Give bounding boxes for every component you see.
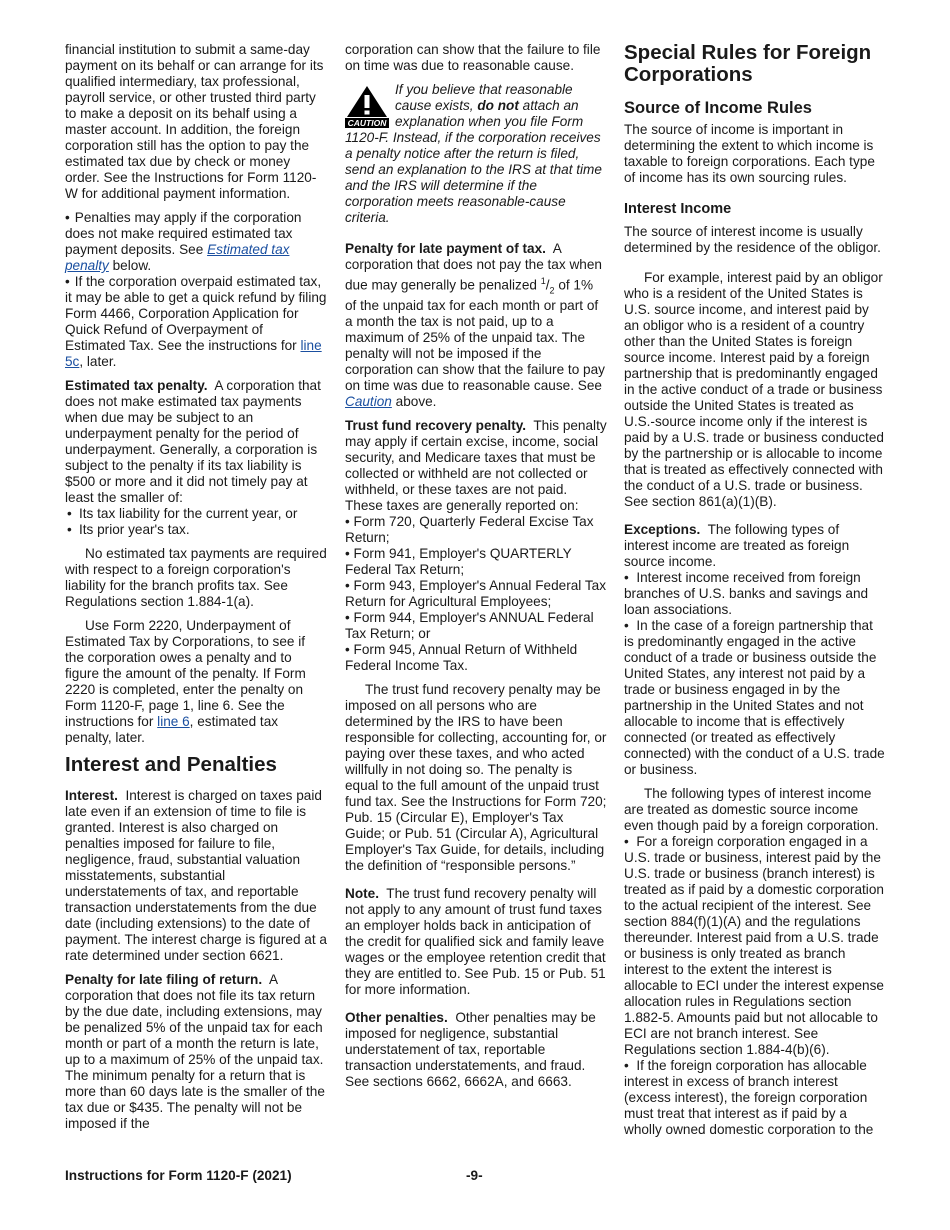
paragraph-late-payment: Penalty for late payment of tax. A corporation that does not pay the tax when due may generally be penalized $^1/_2$ of 1% of the unpaid tax for each month or part of a month the tax is not paid, up to a maximum of 25% of the unpaid tax. The penalty will not be imposed if the corporation can show that the failure to pay on time was due to reasonable cause. See Caution above.: [345, 241, 605, 410]
list-item: • Form 943, Employer's Annual Federal Tax Return for Agricultural Employees;: [345, 578, 606, 610]
list-item: • Its tax liability for the current year, or: [65, 506, 327, 522]
list-item: • Form 720, Quarterly Federal Excise Tax Return;: [345, 514, 594, 546]
bullet-excess-interest: • If the foreign corporation has allocable interest in excess of branch interest (excess interest), the foreign corporation must treat that interest as if paid by a wholly owned domestic corporation to the: [624, 1058, 874, 1137]
paragraph-example: For example, interest paid by an obligor who is a resident of the United States is U.S. source income, and interest paid by an obligor who is a resident of a country other than the United States is foreign source income. Interest paid by a foreign partnership that is predominantly engaged in the active conduct of a trade or business outside the United States is treated as U.S.-source income only if the interest is paid by a U.S. trade or business conducted by the partnership or is allocable to income that is treated as effectively connected with the conduct of a U.S. trade or business. See section 861(a)(1)(B).: [624, 270, 884, 509]
paragraph: No estimated tax payments are required with respect to a foreign corporation's liability for the branch profits tax. See Regulations section 1.884-1(a).: [65, 546, 327, 609]
paragraph: The trust fund recovery penalty may be imposed on all persons who are determined by the IRS to have been responsible for collecting, accounting for, or paying over these taxes, and who acted willfully in not doing so. The penalty is equal to the full amount of the unpaid trust fund tax. See the Instructions for Form 720; Pub. 15 (Circular E), Employer's Tax Guide; or Pub. 51 (Circular A), Agricultural Employer's Tax Guide, for details, including the definition of “responsible persons.”: [345, 682, 607, 874]
list-item: • Form 941, Employer's QUARTERLY Federal Tax Return;: [345, 546, 572, 578]
column-1: [65, 42, 327, 1140]
list-forms: [345, 514, 607, 674]
paragraph-trust-fund: Trust fund recovery penalty. This penalty may apply if certain excise, income, social security, and Medicare taxes that must be collected or withheld are not collected or withheld, or these taxes are not paid. These taxes are generally reported on:: [345, 418, 607, 514]
page-number: -9-: [466, 1168, 483, 1183]
heading-interest-penalties: Interest and Penalties: [65, 753, 277, 776]
heading-source-income: Source of Income Rules: [624, 99, 812, 117]
paragraph-late-filing: Penalty for late filing of return. A corporation that does not file its tax return by the due date, including extensions, may be penalized 5% of the unpaid tax for each month or part of a month the return is late, up to a maximum of 25% of the unpaid tax. The minimum penalty for a return that is more than 60 days late is the smaller of the tax due or $435. The penalty will not be imposed if the: [65, 972, 325, 1131]
paragraph-form-2220: Use Form 2220, Underpayment of Estimated Tax by Corporations, to see if the corporation owes a penalty and to figure the amount of the penalty. If Form 2220 is completed, enter the penalty on Form 1120-F, page 1, line 6. See the instructions for line 6, estimated tax penalty, later.: [65, 618, 306, 745]
link-caution[interactable]: Caution: [345, 394, 392, 410]
link-line-5c[interactable]: line 5c: [65, 338, 322, 369]
paragraph: financial institution to submit a same-day payment on its behalf or can arrange for its qualified intermediary, tax professional, payroll service, or other trusted third party to make a deposit on its behalf using a master account. In addition, the foreign corporation still has the option to pay the estimated tax due by check or money order. See the Instructions for Form 1120-W for additional payment information.: [65, 42, 324, 201]
caution-triangle-icon: [345, 84, 389, 128]
paragraph: corporation can show that the failure to file on time was due to reasonable cause.: [345, 42, 601, 73]
bullet-overpaid: • If the corporation overpaid estimated tax, it may be able to get a quick refund by filing Form 4466, Corporation Application for Quick Refund of Overpayment of Estimated Tax. See the instructions for line 5c, later.: [65, 274, 327, 370]
bullet-penalties: • Penalties may apply if the corporation does not make required estimated tax payment deposits. See Estimated tax penalty below.: [65, 210, 327, 274]
list-item: • Form 944, Employer's ANNUAL Federal Tax Return; or: [345, 610, 594, 642]
footer-form-title: Instructions for Form 1120-F (2021): [65, 1168, 292, 1183]
column-3: [624, 42, 886, 1138]
caution-box: CAUTION If you believe that reasonable cause exists, do not attach an explanation when you file Form 1120-F. Instead, if the corporation receives a penalty notice after the return is filed, send an explanation to the IRS at that time and the IRS will determine if the corporation meets reasonable-cause criteria.: [345, 82, 602, 225]
paragraph-domestic: The following types of interest income are treated as domestic source income even though paid by a foreign corporation.: [624, 786, 879, 833]
paragraph-other-penalties: Other penalties. Other penalties may be imposed for negligence, substantial understatement of tax, reportable transaction understatements, and fraud. See sections 6662, 6662A, and 6663.: [345, 1010, 596, 1090]
column-2: [345, 42, 607, 1098]
paragraph-exceptions: Exceptions. The following types of interest income are treated as foreign source income.: [624, 522, 850, 569]
paragraph-estimated-tax-penalty: Estimated tax penalty. A corporation that does not make estimated tax payments when due may be subject to an underpayment penalty for the period of underpayment. Generally, a corporation is subject to the penalty if its tax liability is $500 or more and it did not timely pay at least the smaller of:: [65, 378, 321, 505]
caution-label: CAUTION: [347, 118, 387, 128]
paragraph: The source of interest income is usually determined by the residence of the obligor.: [624, 224, 881, 255]
list-item: • Its prior year's tax.: [65, 522, 327, 538]
heading-special-rules: Special Rules for Foreign Corporations: [624, 41, 872, 86]
bullet-branch-interest: • For a foreign corporation engaged in a U.S. trade or business, interest paid by the U.S. trade or business (branch interest) is treated as if paid by a domestic corporation to the actual recipient of the interest. See section 884(f)(1)(A) and the regulations thereunder. Interest paid from a U.S. trade or business is only treated as branch interest to the extent the interest is allocable to ECI under the interest expense allocation rules in Regulations section 1.882-5. Amounts paid but not allocable to ECI are not branch interest. See Regulations section 1.884-4(b)(6).: [624, 834, 884, 1057]
heading-interest-income: Interest Income: [624, 201, 732, 217]
bullet-foreign-partnership: • In the case of a foreign partnership that is predominantly engaged in the active conduct of a trade or business outside the United States, any interest not paid by a trade or business engaged in by the partnership in the United States and not allocable to income that is effectively connected (or treated as effectively connected) with the conduct of a U.S. trade or business.: [624, 618, 885, 777]
paragraph: The source of income is important in determining the extent to which income is taxable to foreign corporations. Each type of income has its own sourcing rules.: [624, 122, 875, 185]
link-line-6[interactable]: line 6: [157, 714, 190, 729]
link-estimated-tax-penalty[interactable]: Estimated tax penalty: [65, 242, 290, 273]
paragraph-interest: Interest. Interest is charged on taxes paid late even if an extension of time to file is granted. Interest is also charged on penalties imposed for failure to file, negligence, fraud, substantial valuation misstatements, substantial understatements of tax, and reportable transaction understatements from the due date (including extensions) to the date of payment. The interest charge is figured at a rate determined under section 6621.: [65, 788, 327, 963]
bullet-foreign-branches: • Interest income received from foreign branches of U.S. banks and savings and loan associations.: [624, 570, 869, 617]
list-item: • Form 945, Annual Return of Withheld Federal Income Tax.: [345, 642, 578, 674]
list-smaller-of: [65, 506, 327, 538]
paragraph-note: Note. The trust fund recovery penalty will not apply to any amount of trust fund taxes an employer holds back in anticipation of the credit for qualified sick and family leave wages or the employee retention credit that they are entitled to. See Pub. 15 or Pub. 51 for more information.: [345, 886, 606, 998]
